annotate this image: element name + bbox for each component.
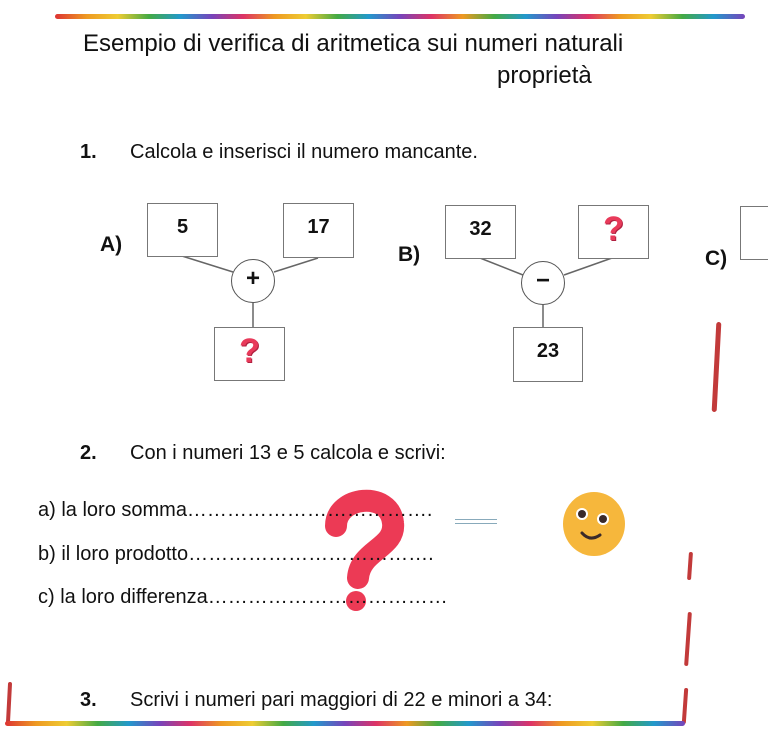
q2-number: 2.	[80, 442, 97, 464]
box-value: 17	[307, 216, 330, 238]
question-mark-icon: ?	[239, 332, 260, 370]
plus-operator: +	[231, 259, 275, 303]
diagram-c-left-box	[740, 206, 768, 260]
q1-number: 1.	[80, 141, 97, 163]
answer-line-difference[interactable]: c) la loro differenza………………………………	[38, 586, 448, 608]
page-title: Esempio di verifica di aritmetica sui numeri naturali	[83, 30, 624, 57]
diagram-b-label: B)	[398, 243, 421, 266]
diagram-a-right-box	[283, 203, 354, 258]
diagram-a-left-box	[147, 203, 218, 257]
diagram-b-right-box[interactable]	[578, 205, 649, 259]
spellcheck-underline	[455, 519, 497, 524]
smiling-emoji-icon	[560, 490, 628, 558]
q3-number: 3.	[80, 689, 97, 711]
diagram-a-result-box[interactable]	[214, 327, 285, 381]
diagram-b-result-box	[513, 327, 583, 382]
q1-text: Calcola e inserisci il numero mancante.	[130, 141, 478, 163]
q2-text: Con i numeri 13 e 5 calcola e scrivi:	[130, 442, 446, 464]
answer-line-sum[interactable]: a) la loro somma……………………………….	[38, 499, 433, 521]
answer-line-product[interactable]: b) il loro prodotto……………………………….	[38, 543, 434, 565]
box-value: 5	[176, 216, 189, 238]
question-mark-icon: ?	[603, 210, 624, 248]
box-value: 23	[536, 340, 560, 362]
diagram-c-label: C)	[705, 247, 728, 270]
diagram-a-label: A)	[100, 233, 123, 256]
bottom-rainbow-border	[5, 721, 685, 726]
page-subtitle: proprietà	[497, 62, 592, 89]
box-value: 32	[469, 218, 492, 240]
minus-operator: −	[521, 261, 565, 305]
diagram-b-left-box	[445, 205, 516, 259]
q3-text: Scrivi i numeri pari maggiori di 22 e minori a 34:	[130, 689, 553, 711]
